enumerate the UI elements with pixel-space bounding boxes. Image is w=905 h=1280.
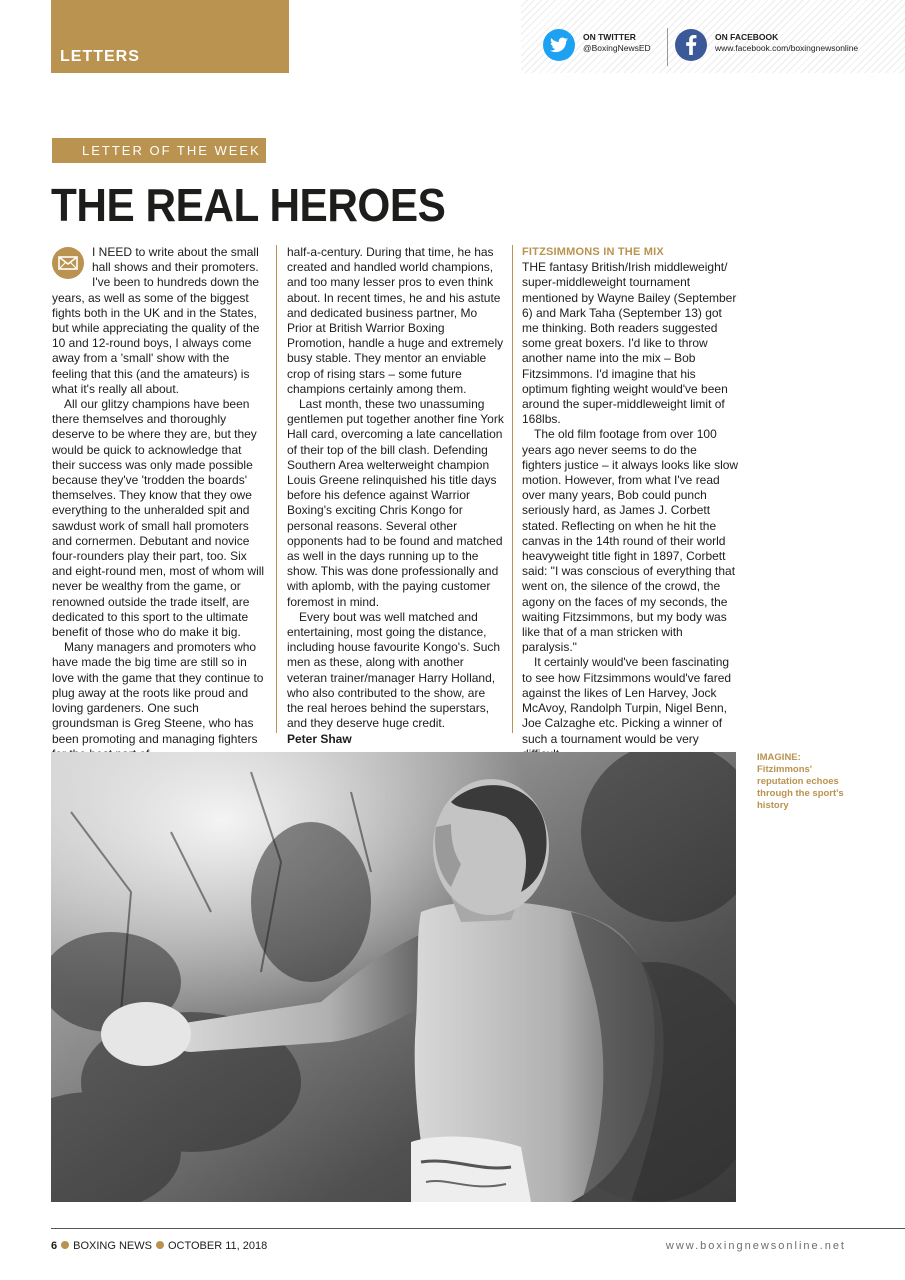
photo-caption-line: IMAGINE: bbox=[757, 752, 801, 763]
section-label: LETTERS bbox=[60, 48, 140, 65]
letter1-paragraph-continued: half-a-century. During that time, he has created and handled world champions, and too many lesser pros to even think about. In recent times, he and his astute and dedicated business partner, Mo Prior at British Warrior Boxing Promotion, handle a huge and extremely busy stable. They mentor an enviable crop of rising stars – some future champions certainly among them. bbox=[287, 245, 504, 396]
twitter-bird-icon[interactable] bbox=[543, 29, 575, 61]
letter2-paragraph: It certainly would've been fascinating to see how Fitzsimmons would've fared against the likes of Len Harvey, Jock McAvoy, Randolph Turpin, Nigel Benn, Joe Calzaghe etc. Picking a winner of such a tournament would be very bbox=[522, 655, 732, 746]
letter1-author: Peter Shaw bbox=[287, 731, 352, 746]
letter1-paragraph: All our glitzy champions have been there themselves and thoroughly deserve to be where they are, but they would be quick to acknowledge that their success was only made possible because they've 'trodden the boards' themselves. They know that they owe everything to the unheralded spit and sawdust work of small hall promoters and cornermen. Debutant and novice four-rounders play their part, too. Six and eight-round men, most of whom will never be wealthy from the game, or renowned outside the trade itself, are dedicated to this sport to the ultimate benefit of those who do make it big. bbox=[52, 397, 265, 640]
letter1-paragraph: Every bout was well matched and entertaining, most going the distance, including house favourite Kongo's. Such men as these, along with another veteran trainer/manager Harry Holland, who also contributed to the show, are the real heroes behind the superstars, and they deserve huge credit. bbox=[287, 609, 501, 731]
issue-date: OCTOBER 11, 2018 bbox=[167, 1240, 268, 1252]
letter-column-2 bbox=[287, 245, 504, 747]
facebook-f-icon[interactable] bbox=[675, 29, 707, 61]
photo-caption-line: Fitzimmons' bbox=[757, 764, 813, 775]
facebook-handle[interactable]: www.facebook.com/boxingnewsonline bbox=[715, 43, 859, 53]
column-rule bbox=[512, 245, 513, 733]
photo-caption bbox=[757, 752, 857, 812]
letter-column-3 bbox=[522, 245, 739, 777]
letter1-paragraph: Many managers and promoters who have made the big time are still so in love with the game that they continue to plug away at the roots like proud and loving gardeners. One such groundsman is Greg Steene, who has been promoting and managing fighters bbox=[52, 640, 264, 746]
column-rule bbox=[276, 245, 277, 733]
twitter-label: ON TWITTER bbox=[583, 32, 636, 42]
page-headline: THE REAL HEROES bbox=[51, 179, 446, 231]
social-divider bbox=[667, 28, 668, 66]
letter2-paragraph: THE fantasy British/Irish middleweight/ super-middleweight tournament mentioned by Wayne Bailey (September 6) and Mark Taha (September 13) got me thinking. Both readers suggested some great boxers. I'd like to throw another name into the mix – Bob Fitzsimmons. I'd imagine that his optimum fighting weight would've been around the super-middleweight limit of 168lbs. bbox=[522, 260, 737, 427]
letter1-paragraph: Last month, these two unassuming gentlemen put together another fine York Hall card, overcoming a late cancellation of their top of the bill clash. Defending Southern Area welterweight champion Louis Greene relinquished his title days before his defence against Warrior Boxing's exciting Chris Kongo for personal reasons. Several other opponents had to be found and matched as well in the days running up to the show. This was done professionally and with aplomb, with the paying customer foremost in mind. bbox=[287, 397, 504, 609]
website-url[interactable]: www.boxingnewsonline.net bbox=[665, 1240, 846, 1252]
letter2-paragraph: The old film footage from over 100 years ago never seems to do the fighters justice – it always looks like slow motion. However, from what I've read over many years, Bob could punch seriously hard, as James J. Corbett stated. Reflecting on when he hit the canvas in the 14th round of their world heavyweight title fight in 1897, Corbett said: "I was conscious of everything that went on, the silence of the crowd, the agony on the faces of my seconds, the waiting Fitzsimmons, but my body was like that of a man stricken with paralysis." bbox=[522, 427, 739, 655]
publication-name: BOXING NEWS bbox=[73, 1240, 152, 1252]
section-tab bbox=[51, 0, 289, 73]
photo-caption-line: history bbox=[757, 800, 789, 811]
twitter-handle[interactable]: @BoxingNewsED bbox=[583, 43, 651, 53]
dot-separator bbox=[156, 1241, 164, 1249]
letter1-paragraph: I NEED to write about the small hall shows and their promoters. I've been to hundreds down the years, as well as some of the biggest fights both in the UK and in the States, but while appreciating the quality of the 10 and 12-round boys, I always come away from a 'small' show with the feeling that this (and the amateurs) is what it's really all about. bbox=[52, 245, 260, 396]
letter-column-1 bbox=[52, 245, 266, 762]
letter2-headline: FITZSIMMONS IN THE MIX bbox=[522, 246, 664, 258]
photo-caption-line: through the sport's bbox=[757, 788, 844, 799]
footer-folio bbox=[51, 1240, 267, 1252]
footer-rule bbox=[51, 1228, 905, 1229]
letter-of-the-week-kicker: LETTER OF THE WEEK bbox=[52, 138, 266, 163]
dot-separator bbox=[61, 1241, 69, 1249]
page-number: 6 bbox=[51, 1240, 58, 1252]
facebook-label: ON FACEBOOK bbox=[715, 32, 779, 42]
envelope-icon bbox=[52, 247, 84, 279]
photo-caption-line: reputation echoes bbox=[757, 776, 839, 787]
fitzsimmons-photo bbox=[51, 752, 736, 1202]
social-bar bbox=[521, 0, 905, 73]
